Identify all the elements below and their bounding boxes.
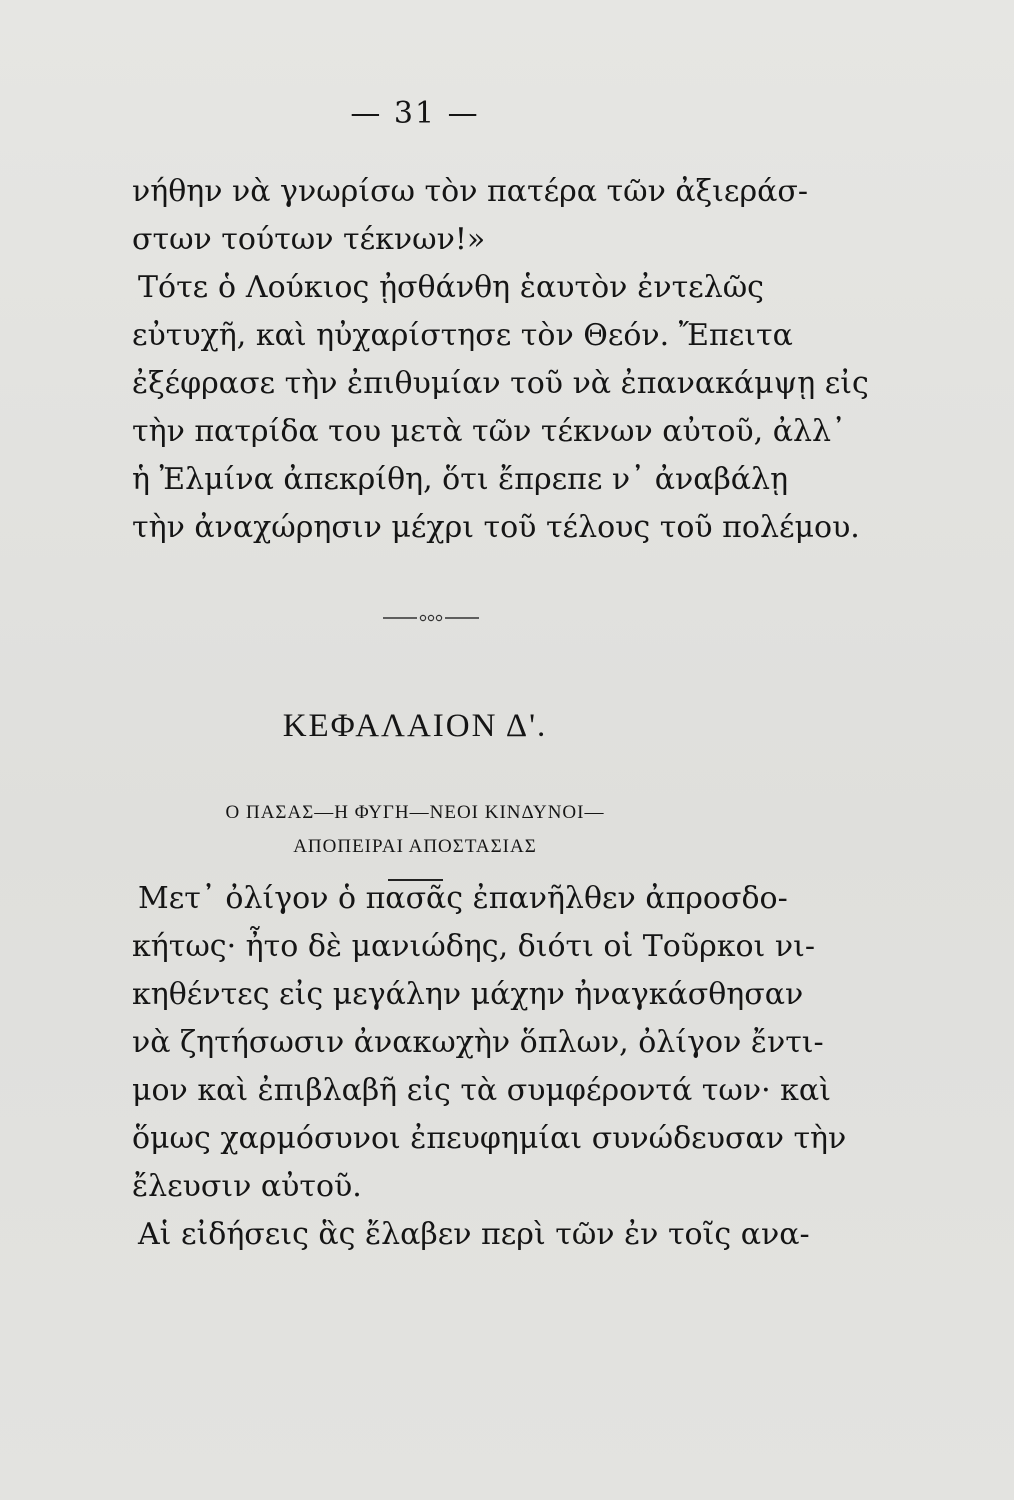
chapter-title: ΚΕΦΑΛΑΙΟΝ Δ'. <box>282 708 548 744</box>
text-line: Τότε ὁ Λούκιος ᾐσθάνθη ἑαυτὸν ἐντελῶς <box>138 270 764 305</box>
chapter-summary-line: Ο ΠΑΣΑΣ—Η ΦΥΓΗ—ΝΕΟΙ ΚΙΝΔΥΝΟΙ— <box>225 802 605 823</box>
paragraph-top <box>132 168 869 552</box>
text-line: κηθέντες εἰς μεγάλην μάχην ἠναγκάσθησαν <box>132 977 804 1012</box>
text-line: ἐξέφρασε τὴν ἐπιθυμίαν τοῦ νὰ ἐπανακάμψῃ εἰς <box>132 366 869 401</box>
text-line: ἡ Ἐλμίνα ἀπεκρίθη, ὅτι ἔπρεπε ν᾽ ἀναβάλῃ <box>132 462 789 497</box>
text-line: στων τούτων τέκνων!» <box>132 222 486 257</box>
text-line: νήθην νὰ γνωρίσω τὸν πατέρα τῶν ἀξιεράσ- <box>132 174 808 209</box>
text-line: νὰ ζητήσωσιν ἀνακωχὴν ὅπλων, ὀλίγον ἔντι- <box>132 1025 824 1060</box>
text-line: εὐτυχῆ, καὶ ηὐχαρίστησε τὸν Θεόν. Ἔπειτα <box>132 318 793 353</box>
paragraph-bottom <box>132 875 847 1259</box>
text-line: τὴν πατρίδα του μετὰ τῶν τέκνων αὐτοῦ, ἀλλ᾽ <box>132 414 846 449</box>
text-line: μον καὶ ἐπιβλαβῆ εἰς τὰ συμφέροντά των· καὶ <box>132 1073 831 1108</box>
page-number: — 31 — <box>350 96 480 131</box>
section-ornament <box>383 612 479 624</box>
text-line: τὴν ἀναχώρησιν μέχρι τοῦ τέλους τοῦ πολέμου. <box>132 510 860 545</box>
chapter-summary <box>150 796 680 864</box>
text-line: ἔλευσιν αὐτοῦ. <box>132 1169 362 1204</box>
text-line: Μετ᾽ ὀλίγον ὁ πασᾶς ἐπανῆλθεν ἀπροσδο- <box>138 881 788 916</box>
text-line: ὅμως χαρμόσυνοι ἐπευφημίαι συνώδευσαν τὴν <box>132 1121 847 1156</box>
chapter-summary-line: ΑΠΟΠΕΙΡΑΙ ΑΠΟΣΤΑΣΙΑΣ <box>293 836 537 857</box>
text-line: Αἱ εἰδήσεις ἃς ἔλαβεν περὶ τῶν ἐν τοῖς ανα- <box>138 1217 810 1252</box>
text-line: κήτως· ἦτο δὲ μανιώδης, διότι οἱ Τοῦρκοι νι- <box>132 929 815 964</box>
